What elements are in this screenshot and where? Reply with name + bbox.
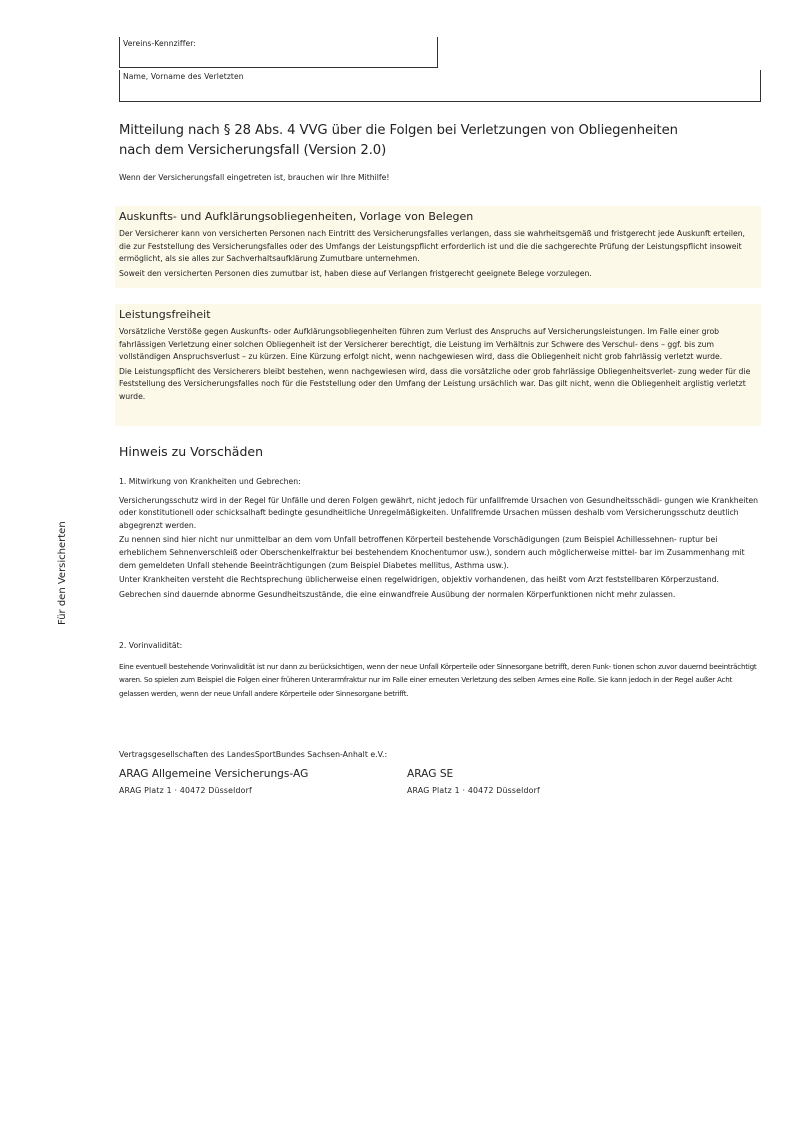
paragraph: Gebrechen sind dauernde abnorme Gesundheitszustände, die eine einwandfreie Ausübung der normalen Körperfunktionen nicht mehr zulassen.	[119, 589, 676, 599]
club-id-label: Vereins-Kennziffer:	[123, 39, 196, 48]
injured-name-label: Name, Vorname des Verletzten	[123, 72, 244, 81]
section-vorinvaliditaet	[119, 640, 759, 703]
section-leistungsfreiheit-heading: Leistungsfreiheit	[119, 308, 211, 321]
document-title	[119, 121, 739, 161]
paragraph: Eine eventuell bestehende Vorinvalidität ist nur dann zu berücksichtigen, wenn der neue Unfall Körperteile oder Sinnesorgane betrifft, deren Funk- tionen schon zuvor dauernd beeinträchtigt waren. So spielen zum Beispiel die Folgen einer früheren Unterarmfraktur nur im Falle einer erneuten Verletzung des selben Armes eine Rolle. Sie kann jedoch in der Regel außer Acht gelassen werden, wenn der neue Unfall andere Körperteile oder Sinnesorgane betrifft.	[119, 661, 757, 699]
subheading-krankheiten: 1. Mitwirkung von Krankheiten und Gebrechen:	[119, 477, 301, 486]
side-label: Für den Versicherten	[57, 521, 68, 625]
company-address: ARAG Platz 1 · 40472 Düsseldorf	[119, 786, 253, 795]
paragraph: Vorsätzliche Verstöße gegen Auskunfts- oder Aufklärungsobliegenheiten führen zum Verlust des Anspruchs auf Versicherungsleistungen. Im Falle einer grob fahrlässigen Verletzung einer solchen Obliegenheit ist der Versicherer berechtigt, die Leistung im Verhältnis zur Schwere des Verschul- dens – ggf. bis zum vollständigen Anspruchsverlust – zu kürzen. Eine Kürzung erfolgt nicht, wenn nachgewiesen wird, dass die Obliegenheit nicht grob fahrlässig verletzt wurde.	[119, 327, 723, 362]
company-arag-se	[407, 767, 540, 797]
club-id-field[interactable]	[119, 37, 438, 68]
company-arag-ag	[119, 767, 308, 797]
section-vorschaeden-heading: Hinweis zu Vorschäden	[119, 444, 264, 459]
section-auskunft	[115, 206, 761, 288]
paragraph: Zu nennen sind hier nicht nur unmittelbar an dem vom Unfall betroffenen Körperteil bestehende Vorschädigungen (zum Beispiel Achillessehnen- ruptur bei erheblichem Sehnenverschleiß oder Oberschenkelfraktur bei bestehendem Knochentumor usw.), sondern auch möglicherweise mittel- bar im Zusammenhang mit dem gemeldeten Unfall stehende Beeinträchtigungen (zum Beispiel Diabetes mellitus, Asthma usw.).	[119, 535, 745, 570]
paragraph: Der Versicherer kann von versicherten Personen nach Eintritt des Versicherungsfalles verlangen, dass sie wahrheitsgemäß und fristgerecht jede Auskunft erteilen, die zur Feststellung des Versicherungsfalles oder des Umfangs der Leistungspflicht erforderlich ist und die die sachgerechte Prüfung der Leistungspflicht insoweit ermöglicht, als sie alles zur Sachverhaltsaufklärung Zumutbare unternehmen.	[119, 229, 746, 264]
injured-name-field[interactable]	[119, 70, 761, 102]
paragraph: Soweit den versicherten Personen dies zumutbar ist, haben diese auf Verlangen fristgerecht geeignete Belege vorzulegen.	[119, 268, 592, 278]
section-krankheiten	[119, 476, 759, 603]
paragraph: Die Leistungspflicht des Versicherers bleibt bestehen, wenn nachgewiesen wird, dass die vorsätzliche oder grob fahrlässige Obliegenheitsverlet- zung weder für die Feststellung des Versicherungsfalles noch für die Feststellung oder den Umfang der Leistung ursächlich war. Das gilt nicht, wenn die Obliegenheit arglistig verletzt wurde.	[119, 366, 751, 401]
footer-intro: Vertragsgesellschaften des LandesSportBundes Sachsen-Anhalt e.V.:	[119, 750, 388, 759]
company-name: ARAG SE	[407, 768, 454, 780]
paragraph: Unter Krankheiten versteht die Rechtsprechung üblicherweise einen regelwidrigen, objektiv vorhandenen, das heißt vom Arzt feststellbaren Körperzustand.	[119, 575, 719, 585]
intro-text: Wenn der Versicherungsfall eingetreten ist, brauchen wir Ihre Mithilfe!	[119, 173, 390, 182]
subheading-vorinvaliditaet: 2. Vorinvalidität:	[119, 641, 183, 650]
paragraph: Versicherungsschutz wird in der Regel für Unfälle und deren Folgen gewährt, nicht jedoch für unfallfremde Ursachen von Gesundheitsschädi- gungen wie Krankheiten oder konstitutionell oder schicksalhaft bedingte gesundheitliche Unregelmäßigkeiten. Unfallfremde Ursachen müssen deshalb vom Versicherungsschutz deutlich abgegrenzt werden.	[119, 495, 759, 530]
company-address: ARAG Platz 1 · 40472 Düsseldorf	[407, 786, 541, 795]
title-line-2: nach dem Versicherungsfall (Version 2.0)	[119, 143, 387, 158]
section-auskunft-heading: Auskunfts- und Aufklärungsobliegenheiten, Vorlage von Belegen	[119, 210, 474, 223]
section-leistungsfreiheit	[115, 304, 761, 426]
company-name: ARAG Allgemeine Versicherungs-AG	[119, 768, 309, 780]
title-line-1: Mitteilung nach § 28 Abs. 4 VVG über die Folgen bei Verletzungen von Obliegenheiten	[119, 123, 678, 138]
